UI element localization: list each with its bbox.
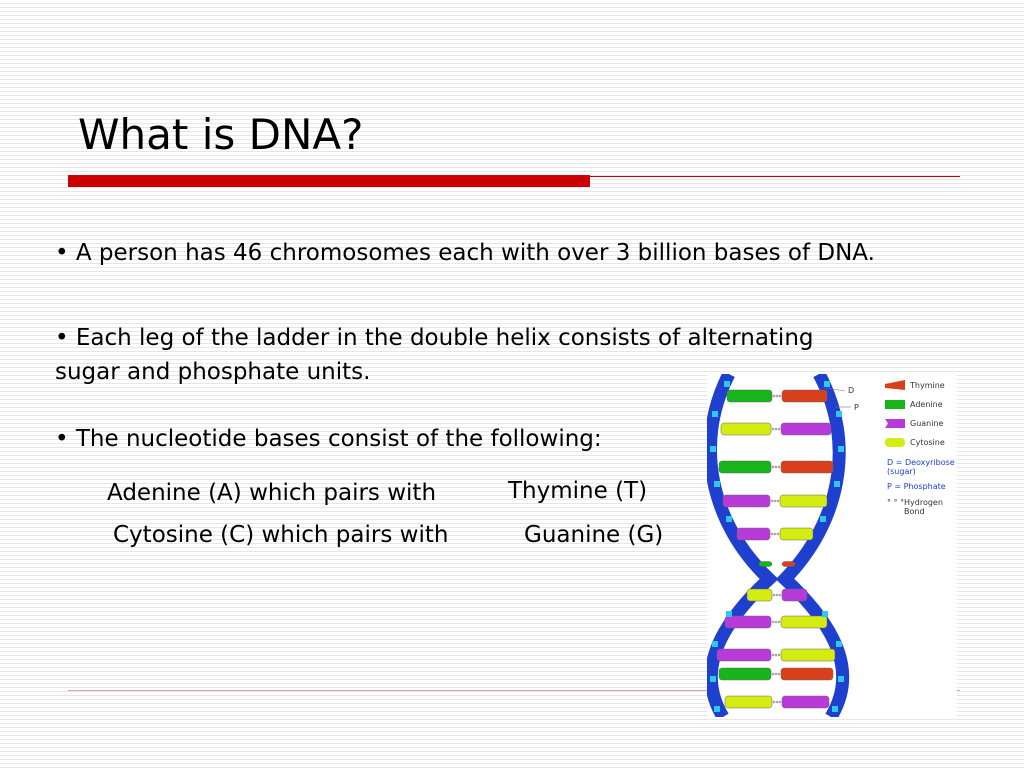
rung-left-base bbox=[725, 696, 772, 708]
rung-left-base bbox=[737, 528, 770, 540]
rung-left-base bbox=[747, 589, 772, 601]
hydrogen-bond-dot bbox=[776, 701, 778, 703]
slide-title: What is DNA? bbox=[78, 110, 364, 159]
rung-left-base bbox=[719, 461, 771, 473]
bullet-ladder-line2: sugar and phosphate units. bbox=[55, 359, 371, 385]
phosphate-marker bbox=[820, 516, 826, 522]
label-p: P bbox=[854, 403, 859, 412]
hydrogen-bond-dot bbox=[773, 594, 775, 596]
phosphate-marker bbox=[822, 611, 828, 617]
hydrogen-bond-dot bbox=[772, 466, 774, 468]
rung-right-base bbox=[781, 461, 833, 473]
hydrogen-bond-dot bbox=[775, 621, 777, 623]
hydrogen-bond-dot bbox=[778, 428, 780, 430]
hydrogen-bond-dot bbox=[775, 673, 777, 675]
phosphate-marker bbox=[824, 381, 830, 387]
hydrogen-bond-dot bbox=[774, 500, 776, 502]
phosphate-marker bbox=[724, 381, 730, 387]
hydrogen-bond-dot bbox=[773, 395, 775, 397]
title-underline-thick bbox=[68, 175, 590, 187]
hydrogen-bond-dot bbox=[774, 533, 776, 535]
rung-right-base bbox=[782, 562, 795, 567]
rung-left-base bbox=[717, 649, 771, 661]
legend-phosphate: P = Phosphate bbox=[887, 482, 946, 491]
legend-hydrogen-line1: Hydrogen bbox=[904, 498, 943, 507]
legend-deoxyribose-line2: (sugar) bbox=[887, 467, 916, 476]
phosphate-marker bbox=[832, 706, 838, 712]
bullet-ladder-line1: • Each leg of the ladder in the double helix consists of alternating bbox=[55, 325, 814, 351]
legend-hydrogen-line2: Bond bbox=[904, 507, 925, 516]
dna-helix-figure bbox=[707, 374, 957, 717]
base-pair-rungs bbox=[710, 381, 844, 712]
pair-thymine: Thymine (T) bbox=[508, 478, 648, 504]
phosphate-marker bbox=[838, 446, 844, 452]
hydrogen-bond-dot bbox=[771, 500, 773, 502]
hydrogen-bond-dot bbox=[776, 594, 778, 596]
pair-cytosine: Cytosine (C) which pairs with bbox=[113, 522, 449, 548]
hydrogen-bond-dot bbox=[772, 673, 774, 675]
rung-left-base bbox=[723, 495, 770, 507]
rung-right-base bbox=[781, 616, 827, 628]
hydrogen-bond-dot bbox=[779, 594, 781, 596]
legend-guanine-swatch bbox=[885, 419, 905, 428]
rung-right-base bbox=[781, 423, 831, 435]
pair-adenine: Adenine (A) which pairs with bbox=[107, 480, 437, 506]
hydrogen-bond-dot bbox=[778, 673, 780, 675]
phosphate-marker bbox=[726, 611, 732, 617]
hydrogen-bond-dot bbox=[777, 533, 779, 535]
rung-left-base bbox=[719, 668, 771, 680]
phosphate-marker bbox=[714, 481, 720, 487]
rung-left-base bbox=[721, 423, 771, 435]
phosphate-marker bbox=[712, 641, 718, 647]
hydrogen-bond-dot bbox=[778, 466, 780, 468]
phosphate-marker bbox=[836, 411, 842, 417]
phosphate-marker bbox=[836, 641, 842, 647]
bullet-chromosomes: • A person has 46 chromosomes each with over 3 billion bases of DNA. bbox=[55, 240, 875, 266]
legend-thymine-swatch bbox=[885, 380, 905, 390]
hydrogen-bond-dot bbox=[779, 395, 781, 397]
phosphate-marker bbox=[710, 446, 716, 452]
hydrogen-bond-dot bbox=[772, 428, 774, 430]
hydrogen-bond-dot bbox=[778, 654, 780, 656]
base-legend bbox=[885, 380, 955, 516]
rung-right-base bbox=[782, 390, 827, 402]
legend-cytosine-swatch bbox=[885, 438, 905, 447]
hydrogen-bond-dot bbox=[779, 701, 781, 703]
hydrogen-bond-dot bbox=[772, 654, 774, 656]
phosphate-marker bbox=[710, 676, 716, 682]
dna-helix-diagram bbox=[707, 374, 957, 717]
rung-right-base bbox=[782, 696, 829, 708]
legend-adenine-label: Adenine bbox=[910, 400, 943, 409]
hydrogen-bond-dot bbox=[771, 533, 773, 535]
legend-cytosine-label: Cytosine bbox=[910, 438, 945, 447]
rung-right-base bbox=[781, 649, 835, 661]
hydrogen-bond-dot bbox=[775, 654, 777, 656]
rung-left-base bbox=[725, 616, 771, 628]
hydrogen-bond-dot bbox=[775, 466, 777, 468]
label-d: D bbox=[848, 386, 855, 395]
legend-deoxyribose-line1: D = Deoxyribose bbox=[887, 458, 955, 467]
hydrogen-bond-dot bbox=[778, 621, 780, 623]
phosphate-marker bbox=[714, 706, 720, 712]
legend-thymine-label: Thymine bbox=[910, 381, 945, 390]
rung-right-base bbox=[782, 589, 807, 601]
legend-adenine-swatch bbox=[885, 400, 905, 409]
rung-left-base bbox=[759, 562, 772, 567]
phosphate-marker bbox=[834, 481, 840, 487]
hydrogen-bond-dot bbox=[777, 500, 779, 502]
bullet-nucleotide-bases: • The nucleotide bases consist of the following: bbox=[55, 426, 602, 452]
hydrogen-bond-dot bbox=[775, 428, 777, 430]
hydrogen-bond-symbol: ° ° ° bbox=[887, 498, 905, 507]
phosphate-marker bbox=[726, 516, 732, 522]
title-underline-thin bbox=[590, 176, 960, 177]
legend-guanine-label: Guanine bbox=[910, 419, 944, 428]
phosphate-marker bbox=[838, 676, 844, 682]
phosphate-marker bbox=[712, 411, 718, 417]
rung-left-base bbox=[727, 390, 772, 402]
hydrogen-bond-dot bbox=[776, 395, 778, 397]
rung-right-base bbox=[781, 668, 833, 680]
bullet-ladder bbox=[55, 321, 814, 389]
hydrogen-bond-dot bbox=[772, 621, 774, 623]
pair-guanine: Guanine (G) bbox=[524, 522, 664, 548]
rung-right-base bbox=[780, 528, 813, 540]
rung-right-base bbox=[780, 495, 827, 507]
hydrogen-bond-dot bbox=[773, 701, 775, 703]
